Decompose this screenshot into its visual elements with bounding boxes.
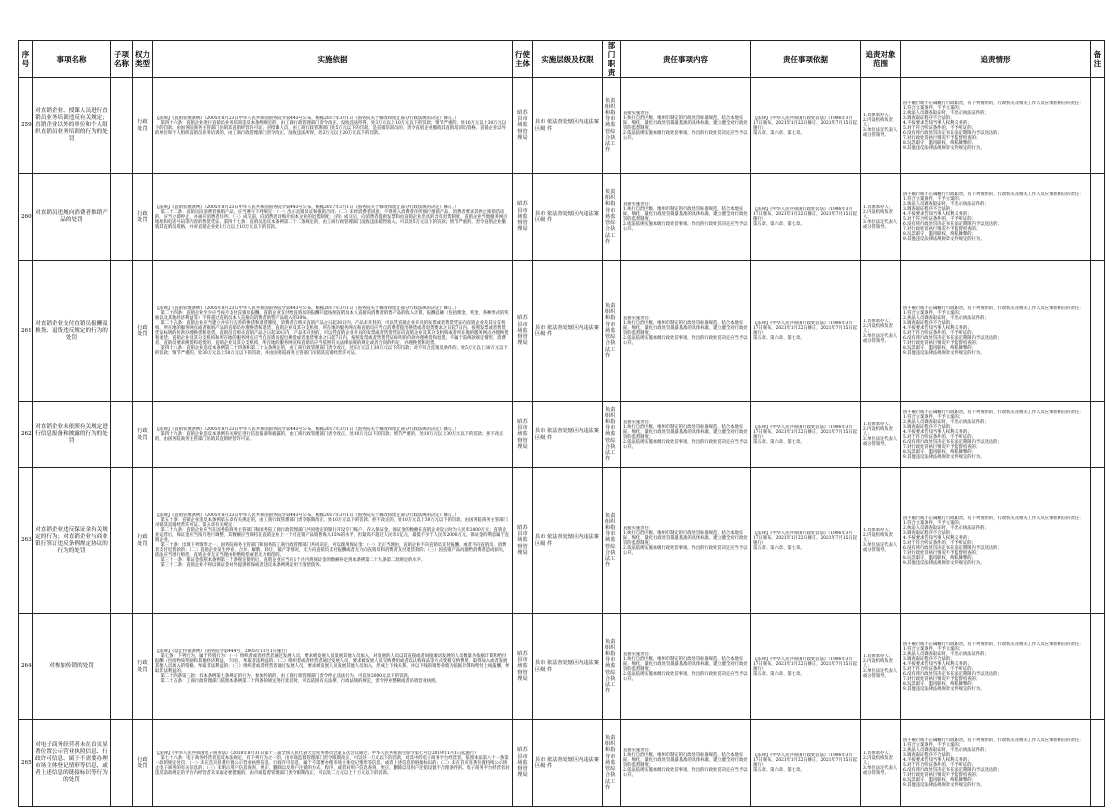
cell-accountability-situations (901, 261, 1091, 402)
situations-text: 因不履行或不正确履行行政职责，有下列情形的，行政机关及相关工作人员应承担相应的责任： 1.符合立案条件，不予立案的； 2.执法人员调查取证时，不出示执法证件的； 3.调查取证程序不合法的； 4.不按要求告知当事人权利义务的； 5.对于符合听证条件的，不予听证的； 6.没有将行政处罚决定书在法定期限内予以送达的； 7.对行政处罚执行情况不予监督检查的； 8.玩忽职守、滥用职权、徇私舞弊的； 9.其他违反法律法规规章文件规定的行为。 (903, 515, 1084, 566)
level-name: 县市区级 (535, 210, 546, 223)
cell-level (533, 402, 603, 468)
cell-accountability-situations (901, 78, 1091, 174)
cell-dept-duty: 负责组织和指导市场监管综合执法工作 (603, 402, 621, 468)
cell-seq: 265 (19, 720, 33, 807)
cell-sub-item (111, 78, 133, 174)
cell-subject: 昭苏县市场监督管理局 (513, 720, 533, 807)
header-accountability-situations: 追责情形 (901, 41, 1091, 78)
duty-content-text: 直接实施责任： 1.执行自治区级、地州市制定的行政处罚标准规范，结合本地实际，细化、量化行政处罚裁量基准的具体标准，建立健全对行政处罚的监督制度； 2.依法依规实施本级行政处罚事项，作出的行政处罚决定应当予以公开。 (623, 419, 748, 450)
cell-seq: 259 (19, 78, 33, 174)
cell-duty-basis (751, 468, 861, 614)
table-row (19, 402, 1105, 468)
cell-basis (153, 468, 513, 614)
header-dept-duty: 部门职责 (603, 41, 621, 78)
cell-subject: 昭苏县市场监督管理局 (513, 261, 533, 402)
level-name: 县市区级 (535, 756, 546, 769)
cell-accountability-scope (861, 468, 901, 614)
header-basis: 实施依据 (153, 41, 513, 78)
level-name: 县市区级 (535, 119, 546, 132)
cell-basis (153, 78, 513, 174)
situations-text: 因不履行或不正确履行行政职责，有下列情形的，行政机关及相关工作人员应承担相应的责任： 1.符合立案条件，不予立案的； 2.执法人员调查取证时，不出示执法证件的； 3.调查取证程序不合法的； 4.不按要求告知当事人权利义务的； 5.对于符合听证条件的，不予听证的； 6.没有将行政处罚决定书在法定期限内予以送达的； 7.对行政处罚执行情况不予监督检查的； 8.玩忽职守、滥用职权、徇私舞弊的； 9.其他违反法律法规规章文件规定的行为。 (903, 100, 1084, 151)
level-name: 县市区级 (535, 324, 546, 337)
basis-text: 【法规】《禁止传销条例》（国务院令第444号，2005年11月1日施行） 第七条：下列行为，属于传销行为：（一）组织者或者经营者通过发展人员，要求被发展人员发展其他人员加入，对发展的人员以其直接或者间接滚动发展的人员数量为依据计算和给付报酬（包括物质奖励和其他经济利益，下同），牟取非法利益的；（二）组织者或者经营者通过发展人员，要求被发展人员交纳费用或者以认购商品等方式变相交纳费用，取得加入或者发展其他人员加入的资格，牟取非法利益的；（三）组织者或者经营者通过发展人员，要求被发展人员发展其他人员加入，形成上下线关系，并以下线的销售业绩为依据计算和给付上线报酬，牟取非法利益的。 第二十四条第三款：有本条例第七条规定的行为，参加传销的，由工商行政管理部门责令停止违法行为，可以处2000元以下的罚款。 第二十五条：工商行政管理部门依照本条例第二十四条的规定进行处罚时，可以依照有关法律、行政法规的规定，责令停业整顿或者吊销营业执照。 (155, 649, 510, 684)
cell-item-name: 对直销企业、授课人员进行直销员业务培训违反有关规定；直销企业以外的单位和个人组织直销员业务培训的行为的处罚 (33, 78, 111, 174)
cell-remarks (1091, 261, 1105, 402)
cell-duty-basis (751, 261, 861, 402)
header-duty-content: 责任事项内容 (621, 41, 751, 78)
table-row (19, 78, 1105, 174)
cell-dept-duty: 负责组织和指导市场监管综合执法工作 (603, 720, 621, 807)
duty-basis-text: 【法律】《中华人民共和国行政处罚法》（1996年3月17日颁布，2021年1月22日修订，2021年7月15日起施行） 第五章、第六章、第七章。 (753, 207, 857, 227)
duty-basis-text: 【法律】《中华人民共和国行政处罚法》（1996年3月17日颁布，2021年1月22日修订，2021年7月15日起施行） 第五章、第六章、第七章。 (753, 753, 857, 773)
cell-item-name: 对直销企业支付直销员报酬及换货、退货违反规定的行为的处罚 (33, 261, 111, 402)
cell-item-name: 对直销企业违反保证金有关规定的行为；对直销企业与商业银行签订违反条例规定协议的行为的处罚 (33, 468, 111, 614)
header-sub-item: 子项名称 (111, 41, 133, 78)
duty-basis-text: 【法律】《中华人民共和国行政处罚法》（1996年3月17日颁布，2021年1月22日修订，2021年7月15日起施行） 第五章、第六章、第七章。 (753, 115, 857, 136)
level-name: 县市区级 (535, 660, 546, 673)
header-remarks: 备注 (1091, 41, 1105, 78)
cell-accountability-situations (901, 468, 1091, 614)
level-scope: 依法查处辖区内违法案件 (547, 210, 599, 223)
cell-accountability-situations (901, 614, 1091, 720)
duty-basis-text: 【法律】《中华人民共和国行政处罚法》（1996年3月17日颁布，2021年1月22日修订，2021年7月15日起施行） 第五章、第六章、第七章。 (753, 424, 857, 445)
cell-power-type: 行政处罚 (133, 78, 153, 174)
level-scope: 依法查处辖区内违法案件 (547, 324, 599, 337)
situations-text: 因不履行或不正确履行行政职责，有下列情形的，行政机关及相关工作人员应承担相应的责任： 1.符合立案条件，不予立案的； 2.执法人员调查取证时，不出示执法证件的； 3.调查取证程序不合法的； 4.不按要求告知当事人权利义务的； 5.对于符合听证条件的，不予听证的； 6.没有将行政处罚决定书在法定期限内予以送达的； 7.对行政处罚执行情况不予监督检查的； 8.玩忽职守、滥用职权、徇私舞弊的； 9.其他违反法律法规规章文件规定的行为。 (903, 306, 1084, 356)
cell-item-name: 对参加传销的处罚 (33, 614, 111, 720)
cell-seq: 262 (19, 402, 33, 468)
cell-dept-duty: 负责组织和指导市场监管综合执法工作 (603, 261, 621, 402)
level-scope: 依法查处辖区内违法案件 (547, 119, 599, 132)
cell-sub-item (111, 174, 133, 261)
cell-accountability-scope (861, 402, 901, 468)
cell-duty-basis (751, 720, 861, 807)
cell-accountability-scope (861, 261, 901, 402)
cell-duty-content (621, 174, 751, 261)
cell-sub-item (111, 402, 133, 468)
cell-accountability-scope (861, 78, 901, 174)
cell-subject: 昭苏县市场监督管理局 (513, 402, 533, 468)
cell-duty-content (621, 720, 751, 807)
cell-accountability-situations (901, 720, 1091, 807)
cell-basis (153, 174, 513, 261)
basis-text: 【法规】《直销管理条例》（2005年8月23日中华人民共和国国务院令第443号公布，根据2017年3月1日《国务院关于修改和废止部分行政法规的决定》修订。） 第二十四条：直销企业至少应当按月支付直销员报酬。直销企业支付给直销员的报酬只能按照直销员本人直接向消费者销售产品的收入计算，报酬总额（包括佣金、奖金、各种形式的奖励以及其他经济利益等）不得超过直销员本人直接向消费者销售产品收入的30%。 第二十五条：直销企业应当建立并实行完善的换货和退货制度。消费者自购买直销产品之日起30日内，产品未开封的，可以凭直销企业开具的发票或者售货凭证向直销企业及其分支机构、所在地的服务网点或者推销产品的直销员办理换货和退货；直销企业及其分支机构、所在地的服务网点和直销员应当自消费者提出换货或者退货要求之日起7日内，按照发票或者售货凭证标明的价款办理换货和退货。直销员自购买直销产品之日起30日内，产品未开封的，可以凭直销企业开具的发票或者售货凭证向直销企业及其分支机构或者所在地的服务网点办理换货和退货；直销企业及其分支机构和所在地的服务网点应当自直销员提出换货或者退货要求之日起7日内，按照发票或者售货凭证标明的价款办理换货和退货。不属于前两款规定情形，消费者、直销员要求换货和退货的，直销企业及其分支机构、所在地的服务网点和直销员应当依照有关法律法规的规定或者合同的约定，办理换货和退货。 第四十八条：直销企业违反本条例第二十四条和第二十五条规定的，由工商行政管理部门责令改正，处5万元以上30万元以下的罚款；对不符合直销员条件的，处5万元以上30万元以下的罚款；情节严重的，处30万元以上50万元以下的罚款，并由国务院商务主管部门吊销其直销经营许可证。 (155, 306, 509, 356)
header-power-type: 权力类型 (133, 41, 153, 78)
cell-power-type: 行政处罚 (133, 468, 153, 614)
basis-text: 【法规】《直销管理条例》（2005年8月23日中华人民共和国国务院令第443号公布，根据2017年3月1日《国务院关于修改和废止部分行政法规的决定》修订。） 第四十九条：直销企业违反本条例有关规定进行信息报备和披露的，由工商行政管理部门责令改正，处10万元以下的罚款；情节严重的，处10万元以上30万元以下的罚款；拒不改正的，由国务院商务主管部门吊销其直销经营许可证。 (155, 427, 504, 442)
table-row (19, 468, 1105, 614)
table-row (19, 720, 1105, 807)
basis-text: 【法规】《直销管理条例》（2005年8月23日中华人民共和国国务院令第443号公布，根据2017年3月1日《国务院关于修改和废止部分行政法规的决定》修订。） 第四十六条：直销企业进行直销员业务培训违反本条例规定的，由工商行政管理部门责令改正，没收违法所得，处3万元以上10万元以下的罚款；情节严重的，处10万元以上30万元以下的罚款，由国务院商务主管部门吊销其直销经营许可证；对授课人员，由工商行政管理部门处5万元以下的罚款，是直销培训员的，责令直销企业撤销其直销培训员资格。直销企业以外的单位和个人组织直销员业务培训的，由工商行政管理部门责令改正，没收违法所得，处2万元以上20万元以下的罚款。 (155, 115, 507, 136)
scope-text: 1.具体承办人； 2.内设机构负责人； 3.单位法定代表人或分管领导。 (863, 204, 898, 230)
situations-text: 因不履行或不正确履行行政职责，有下列情形的，行政机关及相关工作人员应承担相应的责任： 1.符合立案条件，不予立案的； 2.执法人员调查取证时，不出示执法证件的； 3.调查取证程序不合法的； 4.不按要求告知当事人权利义务的； 5.对于符合听证条件的，不予听证的； 6.没有将行政处罚决定书在法定期限内予以送达的； 7.对行政处罚执行情况不予监督检查的； 8.玩忽职守、滥用职权、徇私舞弊的； 9.其他违反法律法规规章文件规定的行为。 (903, 738, 1084, 788)
level-scope: 依法查处辖区内违法案件 (547, 756, 599, 769)
cell-seq: 261 (19, 261, 33, 402)
cell-duty-basis (751, 402, 861, 468)
scope-text: 1.具体承办人； 2.内设机构负责人； 3.单位法定代表人或分管领导。 (863, 528, 898, 553)
cell-subject: 昭苏县市场监督管理局 (513, 468, 533, 614)
cell-remarks (1091, 720, 1105, 807)
header-level: 实施层级及权限 (533, 41, 603, 78)
cell-level (533, 614, 603, 720)
cell-accountability-situations (901, 174, 1091, 261)
cell-level (533, 720, 603, 807)
cell-accountability-scope (861, 614, 901, 720)
cell-dept-duty: 负责组织和指导市场监管综合执法工作 (603, 468, 621, 614)
cell-sub-item (111, 614, 133, 720)
cell-dept-duty: 负责组织和指导市场监管综合执法工作 (603, 614, 621, 720)
duty-content-text: 直接实施责任： 1.执行自治区级、地州市制定的行政处罚标准规范，结合本地实际，细化、量化行政处罚裁量基准的具体标准，建立健全对行政处罚的监督制度； 2.依法依规实施本级行政处罚事项，作出的行政处罚决定应当予以公开。 (623, 316, 748, 346)
cell-remarks (1091, 174, 1105, 261)
cell-level (533, 261, 603, 402)
level-scope: 依法查处辖区内违法案件 (547, 534, 599, 547)
cell-accountability-scope (861, 720, 901, 807)
cell-duty-content (621, 468, 751, 614)
cell-power-type: 行政处罚 (133, 174, 153, 261)
basis-text: 【法律】《中华人民共和国电子商务法》（2018年8月31日第十三届全国人民代表大会常务委员会第五次会议通过，中华人民共和国主席令第七号自2019年1月1日起施行） 第七十六条：电子商务经营者违反本法规定，有下列行为之一的，由市场监督管理部门责令限期改正，可以处一万元以下的罚款，对其中的电子商务平台经营者，依照本法第八十一条第一款的规定处罚：（一）未在首页显著位置公示营业执照信息、行政许可信息、属于不需要办理市场主体登记情形等信息，或者上述信息的链接标识的；（二）未在首页显著位置持续公示终止电子商务的有关信息的；（三）未明示用户信息查询、更正、删除以及用户注销的方式、程序，或者对用户信息查询、更正、删除以及用户注销设置不合理条件的。电子商务平台经营者对违反前款规定的平台内经营者未采取必要措施的，由市场监督管理部门责令限期改正，可以处二万元以上十万元以下的罚款。 (155, 750, 510, 776)
level-scope: 依法查处辖区内违法案件 (547, 428, 599, 441)
cell-duty-basis (751, 174, 861, 261)
level-name: 县市区级 (535, 428, 546, 441)
cell-duty-content (621, 402, 751, 468)
situations-text: 因不履行或不正确履行行政职责，有下列情形的，行政机关及相关工作人员应承担相应的责任： 1.符合立案条件，不予立案的； 2.执法人员调查取证时，不出示执法证件的； 3.调查取证程序不合法的； 4.不按要求告知当事人权利义务的； 5.对于符合听证条件的，不予听证的； 6.没有将行政处罚决定书在法定期限内予以送达的； 7.对行政处罚执行情况不予监督检查的； 8.玩忽职守、滥用职权、徇私舞弊的； 9.其他违反法律法规规章文件规定的行为。 (903, 641, 1084, 692)
cell-remarks (1091, 614, 1105, 720)
duty-basis-text: 【法律】《中华人民共和国行政处罚法》（1996年3月17日颁布，2021年1月22日修订，2021年7月15日起施行） 第五章、第六章、第七章。 (753, 321, 857, 341)
header-item-name: 事项名称 (33, 41, 111, 78)
cell-subject: 昭苏县市场监督管理局 (513, 614, 533, 720)
power-list-table (18, 40, 1105, 807)
cell-basis (153, 720, 513, 807)
cell-power-type: 行政处罚 (133, 402, 153, 468)
scope-text: 1.具体承办人； 2.内设机构负责人； 3.单位法定代表人或分管领导。 (863, 654, 898, 679)
cell-duty-basis (751, 614, 861, 720)
cell-duty-content (621, 261, 751, 402)
cell-basis (153, 261, 513, 402)
cell-accountability-scope (861, 174, 901, 261)
cell-sub-item (111, 720, 133, 807)
situations-text: 因不履行或不正确履行行政职责，有下列情形的，行政机关及相关工作人员应承担相应的责任： 1.符合立案条件，不予立案的； 2.执法人员调查取证时，不出示执法证件的； 3.调查取证程序不合法的； 4.不按要求告知当事人权利义务的； 5.对于符合听证条件的，不予听证的； 6.没有将行政处罚决定书在法定期限内予以送达的； 7.对行政处罚执行情况不予监督检查的； 8.玩忽职守、滥用职权、徇私舞弊的； 9.其他违反法律法规规章文件规定的行为。 (903, 192, 1084, 242)
header-row (19, 41, 1105, 78)
cell-accountability-situations (901, 402, 1091, 468)
cell-subject: 昭苏县市场监督管理局 (513, 78, 533, 174)
cell-dept-duty: 负责组织和指导市场监管综合执法工作 (603, 174, 621, 261)
cell-power-type: 行政处罚 (133, 720, 153, 807)
table-row (19, 261, 1105, 402)
duty-content-text: 直接实施责任： 1.执行自治区级、地州市制定的行政处罚标准规范，结合本地实际，细化、量化行政处罚裁量基准的具体标准，建立健全对行政处罚的监督制度； 2.依法依规实施本级行政处罚事项，作出的行政处罚决定应当予以公开。 (623, 651, 748, 682)
cell-subject: 昭苏县市场监督管理局 (513, 174, 533, 261)
duty-content-text: 直接实施责任： 1.执行自治区级、地州市制定的行政处罚标准规范，结合本地实际，细化、量化行政处罚裁量基准的具体标准，建立健全对行政处罚的监督制度； 2.依法依规实施本级行政处罚事项，作出的行政处罚决定应当予以公开。 (623, 202, 748, 232)
cell-remarks (1091, 402, 1105, 468)
header-subject: 行使主体 (513, 41, 533, 78)
cell-sub-item (111, 261, 133, 402)
cell-level (533, 174, 603, 261)
scope-text: 1.具体承办人； 2.内设机构负责人； 3.单位法定代表人或分管领导。 (863, 422, 898, 447)
cell-duty-content (621, 78, 751, 174)
duty-basis-text: 【法律】《中华人民共和国行政处罚法》（1996年3月17日颁布，2021年1月22日修订，2021年7月15日起施行） 第五章、第六章、第七章。 (753, 530, 857, 551)
cell-seq: 263 (19, 468, 33, 614)
cell-power-type: 行政处罚 (133, 261, 153, 402)
cell-level (533, 78, 603, 174)
cell-dept-duty: 负责组织和指导市场监管综合执法工作 (603, 78, 621, 174)
basis-text: 【法规】《直销管理条例》（2005年8月23日中华人民共和国国务院令第443号公布，根据2017年3月1日《国务院关于修改和废止部分行政法规的决定》修订。） 第二十二条：直销员向消费者推销产品，应当遵守下列规定：（一）出示直销员证和推销合同；（二）未经消费者同意，不得进入消费者住所强行推销产品，消费者要求其停止推销活动的，应当立即停止，并离开消费者住所；（三）成交前，向消费者详细介绍本企业的退货制度；（四）成交后，向消费者提供发票和由直销企业出具的含有退货制度、直销企业当地服务网点地址和电话号码等内容的售货凭证。第四十七条：直销员违反本条例第二十二条规定的，由工商行政管理部门没收违法销售收入，可以处5万元以下的罚款；情节严重的，责令直销企业撤销其直销员资格，并对直销企业处1万元以上10万元以下的罚款。 (155, 204, 508, 230)
duty-basis-text: 【法律】《中华人民共和国行政处罚法》（1996年3月17日颁布，2021年1月22日修订，2021年7月15日起施行） 第五章、第六章、第七章。 (753, 656, 857, 677)
header-accountability-scope: 追责对象范围 (861, 41, 901, 78)
scope-text: 1.具体承办人； 2.内设机构负责人； 3.单位法定代表人或分管领导。 (863, 750, 898, 776)
table-row (19, 614, 1105, 720)
duty-content-text: 直接实施责任： 1.执行自治区级、地州市制定的行政处罚标准规范，结合本地实际，细化、量化行政处罚裁量基准的具体标准，建立健全对行政处罚的监督制度； 2.依法依规实施本级行政处罚事项，作出的行政处罚决定应当予以公开。 (623, 110, 748, 141)
scope-text: 1.具体承办人； 2.内设机构负责人； 3.单位法定代表人或分管领导。 (863, 318, 898, 344)
basis-text: 【法规】《直销管理条例》（2005年8月23日中华人民共和国国务院令第443号公布，根据2017年3月1日《国务院关于修改和废止部分行政法规的决定》修订。） 第五十条：直销企业违反本条例第五章有关规定的，由工商行政管理部门责令限期改正，处10万元以下的罚款；拒不改正的，处10万元以上30万元以下的罚款，由国务院商务主管部门吊销其直销经营许可证。第五章有关规定： 第二十九条：直销企业应当在国务院商务主管部门和国务院工商行政管理部门共同指定的银行开设专门账户，存入保证金。保证金的数额在直销企业设立时为人民币2000万元；直销企业运营后，保证金应当按月进行调整，其数额应当保持在直销企业上一个月直销产品销售收入15%的水平，但最高不超过人民币1亿元，最低不少于人民币2000万元。保证金的利息属于直销企业。 第三十条：出现下列情形之一，国务院商务主管部门和国务院工商行政管理部门共同决定，可以使用保证金：（一）无正当理由，直销企业不向直销员支付报酬，或者不向直销员、消费者支付退货款的；（二）直销企业发生停业、合并、解散、转让、破产等情况，无力向直销员支付报酬或者无力向直销员和消费者支付退货款的；（三）因直销产品问题给消费者造成损失，依法应当进行赔偿，直销企业无正当理由拒绝赔偿或者无力赔偿的。 第三十一条：保证金依照本条例第三十条规定使用后，直销企业应当在1个月内将保证金的数额补足到本条例第二十九条第二款规定的水平。 第三十二条：直销企业不得以保证金对外提供担保或者违反本条例规定用于清偿债务。 (155, 513, 510, 568)
cell-item-name: 对直销员违规向消费者推销产品的处罚 (33, 174, 111, 261)
cell-sub-item (111, 468, 133, 614)
cell-level (533, 468, 603, 614)
table-row (19, 174, 1105, 261)
scope-text: 1.具体承办人； 2.内设机构负责人； 3.单位法定代表人或分管领导。 (863, 113, 898, 138)
level-name: 县市区级 (535, 534, 546, 547)
cell-remarks (1091, 468, 1105, 614)
cell-item-name: 对直销企业未依照有关规定进行信息报备和披露的行为的处罚 (33, 402, 111, 468)
cell-basis (153, 614, 513, 720)
level-scope: 依法查处辖区内违法案件 (547, 660, 599, 673)
header-duty-basis: 责任事项依据 (751, 41, 861, 78)
header-seq: 序号 (19, 41, 33, 78)
cell-duty-content (621, 614, 751, 720)
cell-item-name: 对电子商务经营者未在首页显著位置公示营业执照信息、行政许可信息、属于不需要办理市场主体登记情形等信息，或者上述信息的链接标识等行为的处罚 (33, 720, 111, 807)
duty-content-text: 直接实施责任： 1.执行自治区级、地州市制定的行政处罚标准规范，结合本地实际，细化、量化行政处罚裁量基准的具体标准，建立健全对行政处罚的监督制度； 2.依法依规实施本级行政处罚事项，作出的行政处罚决定应当予以公开。 (623, 525, 748, 556)
cell-basis (153, 402, 513, 468)
situations-text: 因不履行或不正确履行行政职责，有下列情形的，行政机关及相关工作人员应承担相应的责任： 1.符合立案条件，不予立案的； 2.执法人员调查取证时，不出示执法证件的； 3.调查取证程序不合法的； 4.不按要求告知当事人权利义务的； 5.对于符合听证条件的，不予听证的； 6.没有将行政处罚决定书在法定期限内予以送达的； 7.对行政处罚执行情况不予监督检查的； 8.玩忽职守、滥用职权、徇私舞弊的； 9.其他违反法律法规规章文件规定的行为。 (903, 409, 1084, 460)
cell-power-type: 行政处罚 (133, 614, 153, 720)
duty-content-text: 直接实施责任： 1.执行自治区级、地州市制定的行政处罚标准规范，结合本地实际，细化、量化行政处罚裁量基准的具体标准，建立健全对行政处罚的监督制度； 2.依法依规实施本级行政处罚事项，作出的行政处罚决定应当予以公开。 (623, 748, 748, 778)
cell-remarks (1091, 78, 1105, 174)
cell-duty-basis (751, 78, 861, 174)
cell-seq: 260 (19, 174, 33, 261)
cell-seq: 264 (19, 614, 33, 720)
